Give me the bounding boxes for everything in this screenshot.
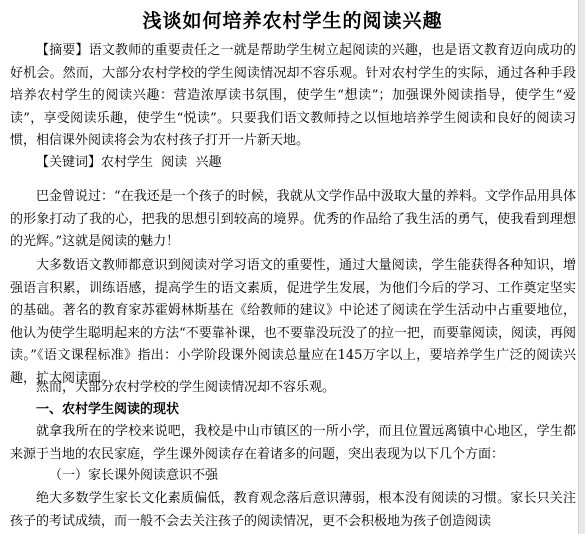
abstract-tag: 【摘要】 [36,43,89,58]
document-title: 浅谈如何培养农村学生的阅读兴趣 [142,10,443,32]
section-heading-1: 一、农村学生阅读的现状 [36,402,180,417]
body-paragraph-3: 然而，大部分农村学校的学生阅读情况却不容乐观。 [36,380,336,395]
body-paragraph-2: 大多数语文教师都意识到阅读对学习语文的重要性，通过大量阅读，学生能获得各种知识，增强语言积累，训练语感，提高学生的语文素质，促进学生发展，为他们今后的学习、工作奠定坚实的基础。著名的教育家苏霍姆林斯基在《给教师的建议》中论述了阅读在学生活动中占重要地位，他认为使学生聪明起来的方法“不要靠补课，也不要靠没玩没了的拉一把，而要靠阅读，阅读，再阅读。”《语文课程标准》指出：小学阶段课外阅读总量应在145万字以上，要培养学生广泛的阅读兴趣，扩大阅读面。 [10,258,576,386]
keywords-tag: 【关键词】 [36,155,102,170]
body-paragraph-5: 绝大多数学生家长文化素质偏低，教育观念落后意识薄弱，根本没有阅读的习惯。家长只关注孩子的考试成绩，而一般不会去关注孩子的阅读情况，更不会积极地为孩子创造阅读 [10,491,576,529]
abstract-text: 语文教师的重要责任之一就是帮助学生树立起阅读的兴趣，也是语文教育迈向成功的好机会。然而，大部分农村学校的学生阅读情况却不容乐观。针对农村学生的实际，通过各种手段培养农村学生的阅读兴趣：营造浓厚读书氛围，使学生“想读”；加强课外阅读指导，使学生“爱读”，享受阅读乐趣，使学生“悦读”。只要我们语文教师持之以恒地培养学生阅读和良好的阅读习惯，相信课外阅读将会为农村孩子打开一片新天地。 [10,43,576,148]
vertical-scrollbar[interactable] [578,0,585,534]
body-paragraph-1: 巴金曾说过：“在我还是一个孩子的时候，我就从文学作品中汲取大量的养料。文学作品用具体的形象打动了我的心，把我的思想引到较高的境界。优秀的作品给了我生活的勇气，使我看到理想的光辉。”这就是阅读的魅力！ [10,189,576,249]
abstract-paragraph [10,40,576,153]
keywords-text: 农村学生 阅读 兴趣 [101,155,222,170]
body-paragraph-4: 就拿我所在的学校来说吧，我校是中山市镇区的一所小学，而且位置远离镇中心地区，学生都来源于当地的农民家庭，学生课外阅读存在着诸多的问题，突出表现为以下几个方面： [10,424,576,462]
keywords-paragraph [10,152,576,175]
subsection-heading-1: （一）家长课外阅读意识不强 [49,468,219,483]
